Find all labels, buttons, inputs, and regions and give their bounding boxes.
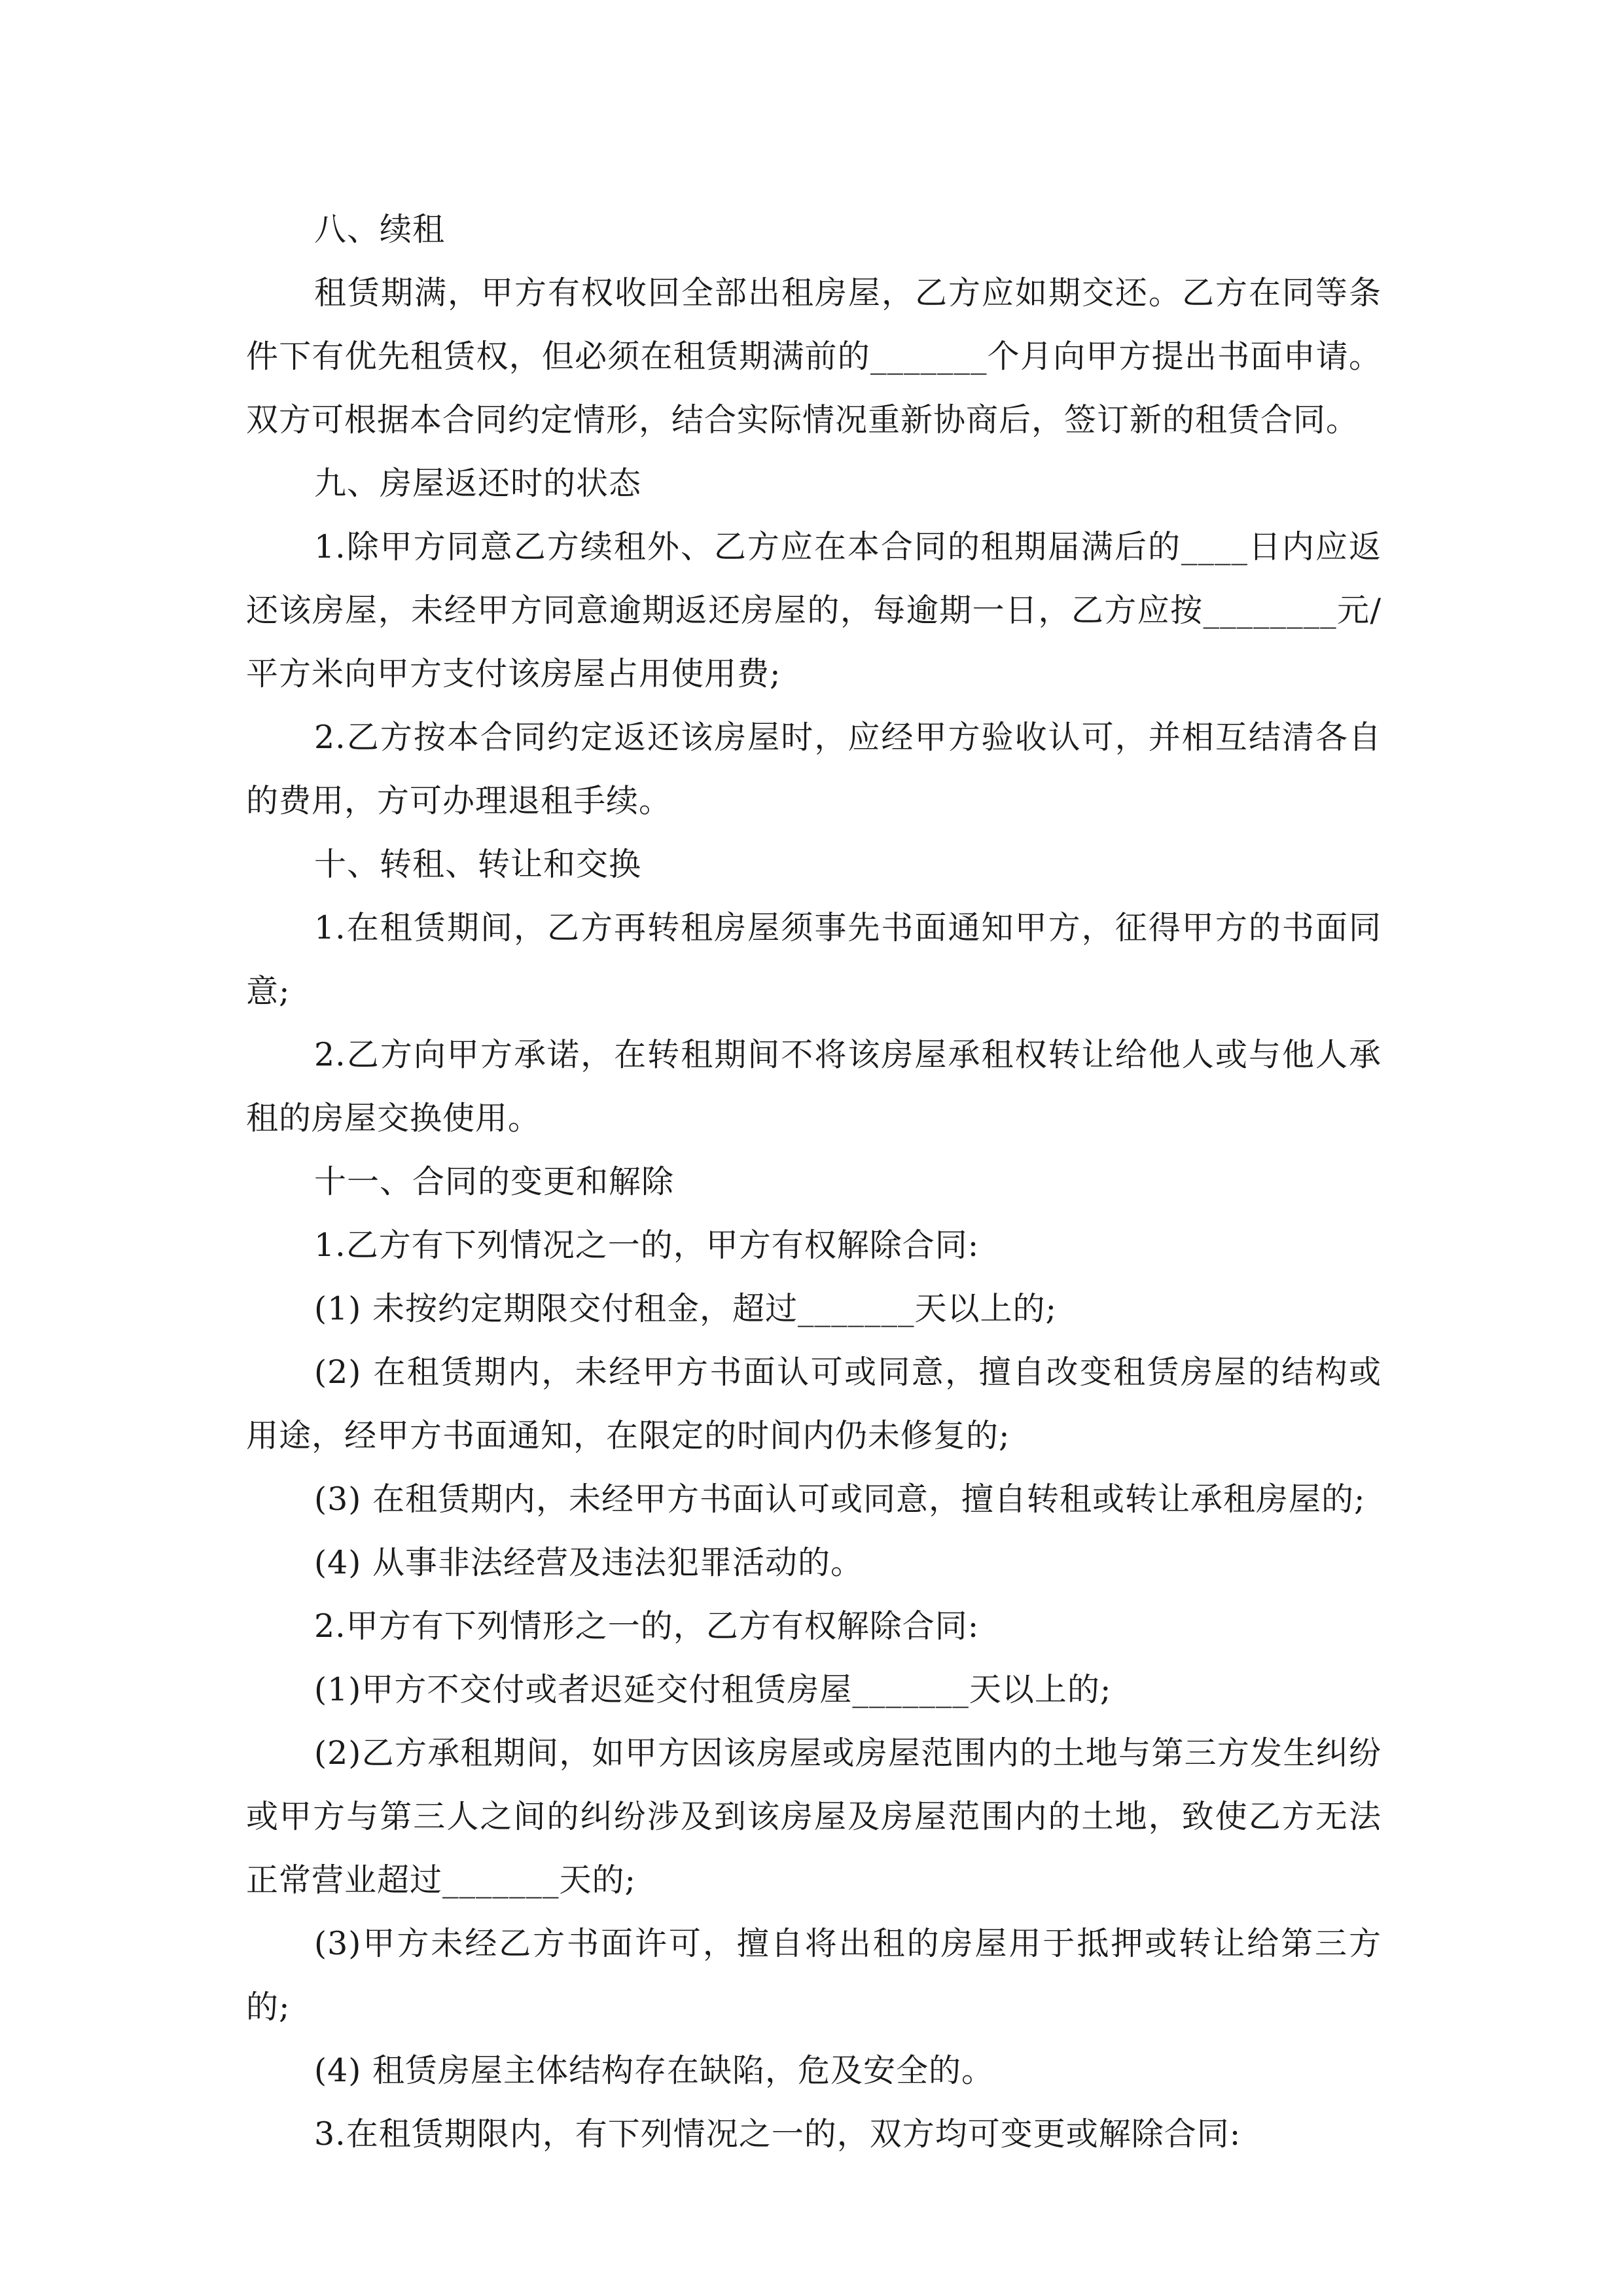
paragraph-modification-1-2: (2) 在租赁期内，未经甲方书面认可或同意，擅自改变租赁房屋的结构或用途，经甲方书面通知，在限定的时间内仍未修复的;	[246, 1354, 1382, 1454]
paragraph-modification-1-3: (3) 在租赁期内，未经甲方书面认可或同意，擅自转租或转让承租房屋的;	[314, 1480, 1366, 1518]
paragraph-modification-2-3: (3)甲方未经乙方书面许可，擅自将出租的房屋用于抵押或转让给第三方的;	[246, 1925, 1382, 2026]
paragraph-modification-2-2: (2)乙方承租期间，如甲方因该房屋或房屋范围内的土地与第三方发生纠纷或甲方与第三人之间的纠纷涉及到该房屋及房屋范围内的土地，致使乙方无法正常营业超过_______天的;	[246, 1734, 1382, 1899]
section-heading-sublease: 十、转租、转让和交换	[314, 846, 642, 883]
paragraph-modification-2-1: (1)甲方不交付或者迟延交付租赁房屋_______天以上的;	[314, 1671, 1112, 1708]
paragraph-return-2: 2.乙方按本合同约定返还该房屋时，应经甲方验收认可，并相互结清各自的费用，方可办理退租手续。	[246, 719, 1382, 819]
paragraph-sublease-2: 2.乙方向甲方承诺，在转租期间不将该房屋承租权转让给他人或与他人承租的房屋交换使用。	[246, 1036, 1382, 1137]
paragraph-return-1: 1.除甲方同意乙方续租外、乙方应在本合同的租期届满后的____日内应返还该房屋，未经甲方同意逾期返还房屋的，每逾期一日，乙方应按________元/平方米向甲方支付该房屋占用使用费;	[246, 528, 1382, 692]
paragraph-renewal-terms: 租赁期满，甲方有权收回全部出租房屋，乙方应如期交还。乙方在同等条件下有优先租赁权，但必须在租赁期满前的_______个月向甲方提出书面申请。双方可根据本合同约定情形，结合实际情况重新协商后，签订新的租赁合同。	[246, 274, 1382, 439]
document-body	[246, 198, 1382, 2166]
paragraph-modification-3: 3.在租赁期限内，有下列情况之一的，双方均可变更或解除合同:	[314, 2115, 1241, 2153]
paragraph-modification-2-4: (4) 租赁房屋主体结构存在缺陷，危及安全的。	[314, 2052, 994, 2089]
section-heading-renewal: 八、续租	[314, 211, 446, 248]
paragraph-sublease-1: 1.在租赁期间，乙方再转租房屋须事先书面通知甲方，征得甲方的书面同意;	[246, 909, 1382, 1010]
paragraph-modification-1-4: (4) 从事非法经营及违法犯罪活动的。	[314, 1544, 863, 1581]
section-heading-modification: 十一、合同的变更和解除	[314, 1163, 675, 1200]
paragraph-modification-1: 1.乙方有下列情况之一的，甲方有权解除合同:	[314, 1227, 980, 1264]
paragraph-modification-2: 2.甲方有下列情形之一的，乙方有权解除合同:	[314, 1607, 980, 1645]
paragraph-modification-1-1: (1) 未按约定期限交付租金，超过_______天以上的;	[314, 1290, 1057, 1327]
section-heading-return-condition: 九、房屋返还时的状态	[314, 465, 642, 502]
